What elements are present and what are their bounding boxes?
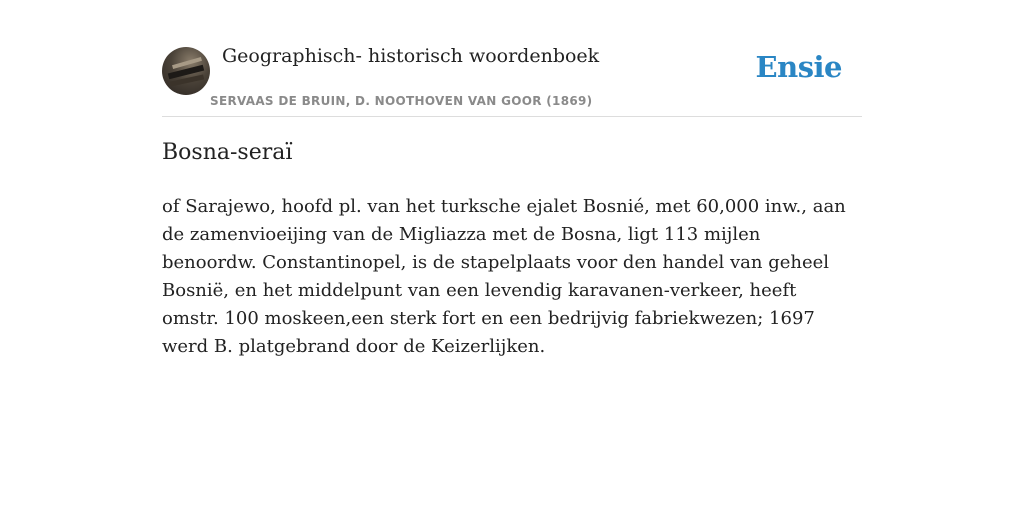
book-title-link[interactable]: Geographisch- historisch woordenboek (222, 45, 600, 67)
entry-title: Bosna-seraï (162, 140, 293, 165)
page-container (162, 0, 862, 357)
book-cover-avatar[interactable] (162, 47, 210, 95)
ensie-logo-link[interactable]: Ensie (755, 50, 842, 84)
book-author: SERVAAS DE BRUIN, D. NOOTHOVEN VAN GOOR (1869) (210, 94, 593, 108)
entry-body: of Sarajewo, hoofd pl. van het turksche ejalet Bosnié, met 60,000 inw., aan de zamenvioeijing van de Migliazza met de Bosna, ligt 113 mijlen benoordw. Constantinopel, is de stapelplaats voor den handel van geheel Bosnië, en het middelpunt van een levendig karavanen-verkeer, heeft omstr. 100 moskeen,een sterk fort en een bedrijvig fabriekwezen; 1697 werd B. platgebrand door de Keizerlijken. (162, 196, 846, 357)
book-header (162, 0, 862, 117)
